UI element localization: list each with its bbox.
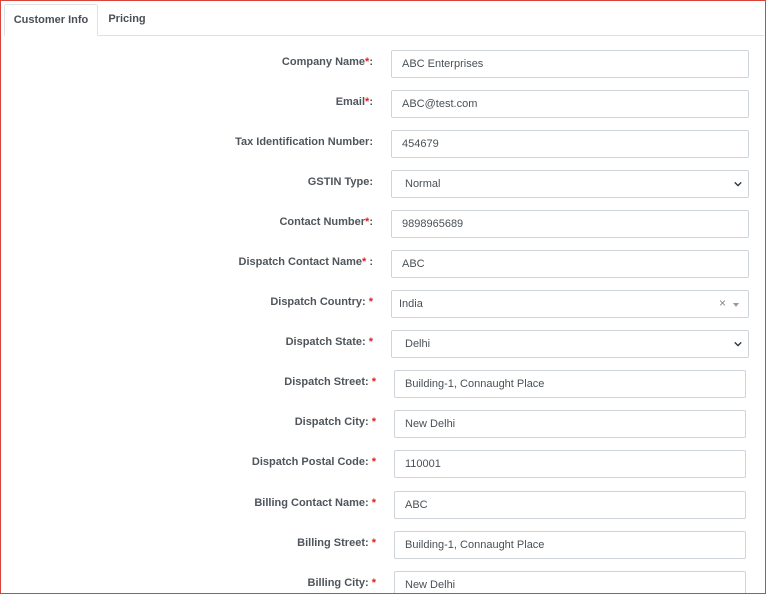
chevron-down-icon xyxy=(734,180,742,188)
dispatch-country-select[interactable] xyxy=(391,290,749,318)
field-value: ABC Enterprises xyxy=(402,58,484,70)
required-asterisk: * xyxy=(371,456,376,468)
label-text: Dispatch City: xyxy=(294,416,369,428)
dispatch-contact-name-label xyxy=(239,250,374,278)
field-value: ABC@test.com xyxy=(402,98,478,110)
field-value: New Delhi xyxy=(405,579,456,591)
label-text: Email xyxy=(335,96,366,108)
required-asterisk: * xyxy=(368,296,373,308)
label-suffix: : xyxy=(369,56,373,68)
tab-customer-info[interactable]: Customer Info xyxy=(4,4,98,36)
tax-id-label xyxy=(235,130,373,158)
dispatch-city-input[interactable] xyxy=(394,410,746,438)
billing-city-label xyxy=(308,571,376,594)
field-value: Delhi xyxy=(405,338,431,350)
caret-down-icon xyxy=(733,303,739,307)
label-text: Billing City: xyxy=(307,577,369,589)
label-text: Dispatch Street: xyxy=(284,376,369,388)
gstin-type-label xyxy=(308,170,373,198)
label-text: Dispatch Contact Name xyxy=(238,256,362,268)
form-row-billing-contact-name xyxy=(1,491,766,519)
label-text: Contact Number xyxy=(279,216,366,228)
field-value: Normal xyxy=(405,178,441,190)
label-suffix: : xyxy=(369,216,373,228)
tax-id-input[interactable] xyxy=(391,130,749,158)
contact-number-label xyxy=(279,210,373,238)
required-asterisk: * xyxy=(368,336,373,348)
field-value: 454679 xyxy=(402,138,439,150)
required-asterisk: * xyxy=(365,56,370,68)
label-text: Dispatch State: xyxy=(285,336,366,348)
field-value: ABC xyxy=(405,499,428,511)
form-row-dispatch-city xyxy=(1,410,766,438)
required-asterisk: * xyxy=(371,416,376,428)
required-asterisk: * xyxy=(371,376,376,388)
form-row-tax-id xyxy=(1,130,766,158)
field-value: India xyxy=(399,298,423,310)
label-text: Billing Street: xyxy=(297,537,369,549)
form-row-company-name xyxy=(1,50,766,78)
email-input[interactable] xyxy=(391,90,749,118)
company-name-input[interactable] xyxy=(391,50,749,78)
required-asterisk: * xyxy=(361,256,367,268)
dispatch-postal-code-label xyxy=(252,450,376,478)
required-asterisk: * xyxy=(371,497,376,509)
field-value: ABC xyxy=(402,258,425,270)
form-row-dispatch-street xyxy=(1,370,766,398)
form-row-contact-number xyxy=(1,210,766,238)
form-row-email xyxy=(1,90,766,118)
label-suffix: : xyxy=(369,96,373,108)
field-value: New Delhi xyxy=(405,418,456,430)
label-text: Dispatch Country: xyxy=(270,296,366,308)
label-suffix: : xyxy=(366,256,373,268)
form-row-dispatch-postal-code xyxy=(1,450,766,478)
billing-contact-name-input[interactable] xyxy=(394,491,746,519)
dispatch-state-select[interactable] xyxy=(391,330,749,358)
form-row-billing-street xyxy=(1,531,766,559)
required-asterisk: * xyxy=(365,216,370,228)
form-row-dispatch-state xyxy=(1,330,766,358)
tab-pricing[interactable]: Pricing xyxy=(108,13,146,25)
label-text: GSTIN Type: xyxy=(307,176,373,188)
required-asterisk: * xyxy=(371,577,376,589)
dispatch-contact-name-input[interactable] xyxy=(391,250,749,278)
dispatch-street-label xyxy=(284,370,376,398)
field-value: 9898965689 xyxy=(402,218,464,230)
field-value: Building-1, Connaught Place xyxy=(405,378,545,390)
dispatch-state-label xyxy=(286,330,373,358)
dispatch-city-label xyxy=(295,410,376,438)
gstin-type-select[interactable] xyxy=(391,170,749,198)
billing-city-input[interactable] xyxy=(394,571,746,594)
billing-contact-name-label xyxy=(254,491,376,519)
field-value: Building-1, Connaught Place xyxy=(405,539,545,551)
billing-street-label xyxy=(297,531,376,559)
label-text: Dispatch Postal Code: xyxy=(251,456,369,468)
label-text: Company Name xyxy=(281,56,366,68)
form-row-gstin-type xyxy=(1,170,766,198)
field-value: 110001 xyxy=(405,458,441,470)
dispatch-street-input[interactable] xyxy=(394,370,746,398)
billing-street-input[interactable] xyxy=(394,531,746,559)
tab-bar xyxy=(4,4,764,36)
chevron-down-icon xyxy=(734,340,742,348)
required-asterisk: * xyxy=(365,96,370,108)
contact-number-input[interactable] xyxy=(391,210,749,238)
form-row-billing-city xyxy=(1,571,766,594)
form-row-dispatch-country xyxy=(1,290,766,318)
label-text: Billing Contact Name: xyxy=(254,497,369,509)
company-name-label xyxy=(282,50,373,78)
clear-icon[interactable]: × xyxy=(718,296,726,310)
label-text: Tax Identification Number: xyxy=(235,136,373,148)
dispatch-country-label xyxy=(270,290,373,318)
dispatch-postal-code-input[interactable] xyxy=(394,450,746,478)
form-row-dispatch-contact-name xyxy=(1,250,766,278)
email-label xyxy=(336,90,373,118)
required-asterisk: * xyxy=(371,537,376,549)
